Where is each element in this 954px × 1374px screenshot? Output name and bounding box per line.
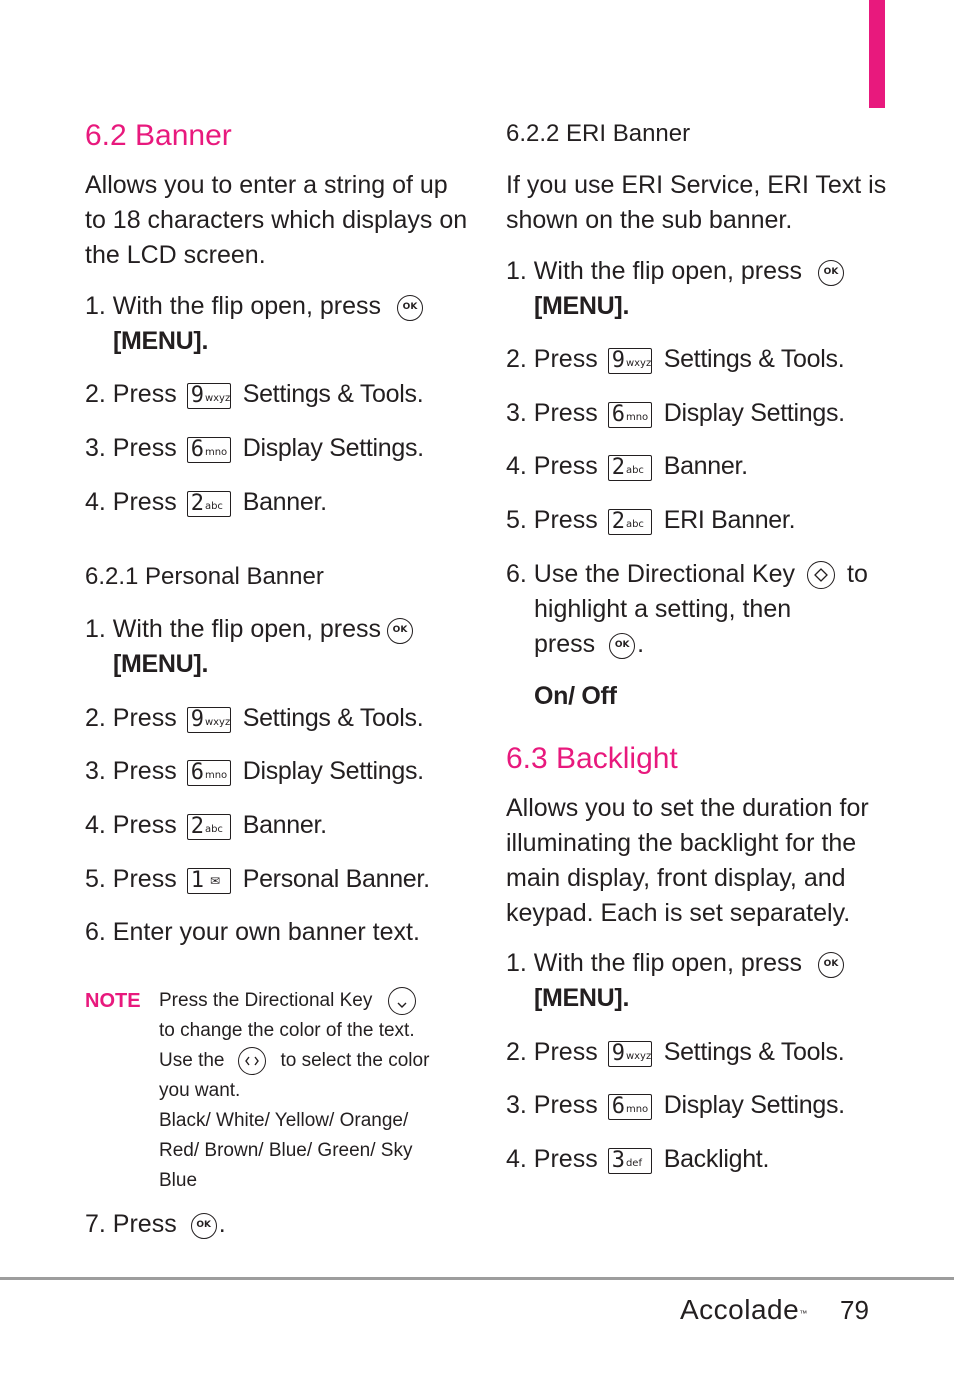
key-6-icon: 6 mno <box>187 760 231 786</box>
step-target: Settings & Tools. <box>663 1038 845 1066</box>
section-title-banner: 6.2 Banner <box>85 119 232 152</box>
ok-icon: OK <box>818 952 844 978</box>
step-target: Banner. <box>242 488 327 516</box>
banner-desc-line: the LCD screen. <box>85 241 266 269</box>
banner-step-3 <box>85 431 424 466</box>
step-text: 7. Press <box>85 1210 177 1238</box>
step-text: 5. Press <box>85 865 177 893</box>
section-title-backlight: 6.3 Backlight <box>506 742 678 775</box>
up-down-nav-icon <box>388 987 416 1015</box>
step-target: ERI Banner. <box>663 506 796 534</box>
step-text: 4. Press <box>506 1145 598 1173</box>
step-target: Settings & Tools. <box>242 704 424 732</box>
step-target: Display Settings. <box>242 434 424 462</box>
ok-icon: OK <box>818 260 844 286</box>
eri-step-5 <box>506 503 795 538</box>
ok-icon: OK <box>397 295 423 321</box>
personal-step-3 <box>85 754 424 789</box>
backlight-desc-line: Allows you to set the duration for <box>506 794 869 822</box>
step-target: Display Settings. <box>663 1091 845 1119</box>
note-line: Black/ White/ Yellow/ Orange/ <box>159 1110 409 1131</box>
backlight-step-3 <box>506 1088 845 1123</box>
key-9-icon: 9 wxyz <box>187 707 231 733</box>
eri-options: On/ Off <box>534 682 617 710</box>
step-target: Display Settings. <box>242 757 424 785</box>
personal-step-4 <box>85 808 327 843</box>
step-text: 2. Press <box>85 380 177 408</box>
key-6-icon: 6 mno <box>187 437 231 463</box>
step-text: 3. Press <box>85 757 177 785</box>
personal-step-6: 6. Enter your own banner text. <box>85 918 420 946</box>
personal-step-1 <box>85 612 419 647</box>
backlight-desc-line: main display, front display, and <box>506 864 846 892</box>
step-text: 4. Press <box>85 488 177 516</box>
note-line: Use the to select the color <box>159 1046 429 1076</box>
note-line: you want. <box>159 1080 241 1101</box>
eri-step-6-cont: press OK . <box>534 627 644 662</box>
banner-desc-line: Allows you to enter a string of up <box>85 171 448 199</box>
eri-step-6-cont: highlight a setting, then <box>534 595 792 623</box>
note-line: Red/ Brown/ Blue/ Green/ Sky <box>159 1140 413 1161</box>
step-text: press <box>534 630 596 658</box>
subsection-title-eri-banner: 6.2.2 ERI Banner <box>506 120 691 147</box>
subsection-title-personal-banner: 6.2.1 Personal Banner <box>85 563 324 590</box>
step-text: 4. Press <box>506 452 598 480</box>
key-9-icon: 9 wxyz <box>187 383 231 409</box>
step-text: 6. Use the Directional Key <box>506 560 796 588</box>
step-text: 2. Press <box>506 345 598 373</box>
step-text: 4. Press <box>85 811 177 839</box>
key-3-icon: 3 def <box>608 1148 652 1174</box>
step-text: 5. Press <box>506 506 598 534</box>
menu-label: [MENU]. <box>113 327 209 355</box>
footer-divider <box>0 1277 954 1280</box>
banner-step-4 <box>85 485 327 520</box>
personal-step-5 <box>85 862 430 897</box>
eri-step-4 <box>506 449 748 484</box>
eri-step-1 <box>506 254 850 289</box>
note-label: NOTE <box>85 990 141 1012</box>
eri-desc-line: shown on the sub banner. <box>506 206 793 234</box>
backlight-desc-line: keypad. Each is set separately. <box>506 899 851 927</box>
step-target: Display Settings. <box>663 399 845 427</box>
step-target: Personal Banner. <box>242 865 430 893</box>
menu-label: [MENU]. <box>534 984 630 1012</box>
banner-desc-line: to 18 characters which displays on <box>85 206 468 234</box>
brand-logo: Accolade™ <box>680 1294 808 1325</box>
step-text: 3. Press <box>85 434 177 462</box>
key-2-icon: 2 abc <box>608 509 652 535</box>
chapter-tab-marker <box>869 0 885 108</box>
key-2-icon: 2 abc <box>608 455 652 481</box>
ok-icon: OK <box>191 1213 217 1239</box>
backlight-step-2 <box>506 1035 844 1070</box>
note-line: Press the Directional Key <box>159 986 422 1016</box>
note-line: Blue <box>159 1170 198 1191</box>
eri-step-3 <box>506 396 845 431</box>
banner-step-2 <box>85 377 423 412</box>
backlight-desc-line: illuminating the backlight for the <box>506 829 857 857</box>
eri-desc-line: If you use ERI Service, ERI Text is <box>506 171 887 199</box>
key-1-voicemail-icon: 1 ✉ <box>187 868 231 894</box>
step-target: Settings & Tools. <box>663 345 845 373</box>
key-9-icon: 9 wxyz <box>608 348 652 374</box>
personal-step-2 <box>85 701 423 736</box>
step-target: Banner. <box>242 811 327 839</box>
step-text: 1. With the flip open, press <box>85 292 381 320</box>
key-2-icon: 2 abc <box>187 491 231 517</box>
eri-step-6 <box>506 557 868 592</box>
step-target: Backlight. <box>663 1145 770 1173</box>
left-right-nav-icon <box>238 1047 266 1075</box>
step-text: 3. Press <box>506 1091 598 1119</box>
menu-label: [MENU]. <box>113 650 209 678</box>
ok-icon: OK <box>387 618 413 644</box>
step-text: 2. Press <box>85 704 177 732</box>
four-way-nav-icon <box>807 561 835 589</box>
step-text: 3. Press <box>506 399 598 427</box>
step-text: 1. With the flip open, press <box>506 257 802 285</box>
step-target: Banner. <box>663 452 748 480</box>
note-line: to change the color of the text. <box>159 1020 415 1041</box>
step-text: 2. Press <box>506 1038 598 1066</box>
personal-step-7: 7. Press OK . <box>85 1207 226 1242</box>
step-text: 1. With the flip open, press <box>85 615 381 643</box>
eri-step-2 <box>506 342 844 377</box>
key-9-icon: 9 wxyz <box>608 1041 652 1067</box>
key-6-icon: 6 mno <box>608 402 652 428</box>
ok-icon: OK <box>609 633 635 659</box>
key-6-icon: 6 mno <box>608 1094 652 1120</box>
step-text: 1. With the flip open, press <box>506 949 802 977</box>
step-text: to <box>847 560 868 588</box>
page-number: 79 <box>840 1295 869 1325</box>
banner-step-1 <box>85 289 429 324</box>
menu-label: [MENU]. <box>534 292 630 320</box>
key-2-icon: 2 abc <box>187 814 231 840</box>
backlight-step-1 <box>506 946 850 981</box>
backlight-step-4 <box>506 1142 769 1177</box>
step-target: Settings & Tools. <box>242 380 424 408</box>
